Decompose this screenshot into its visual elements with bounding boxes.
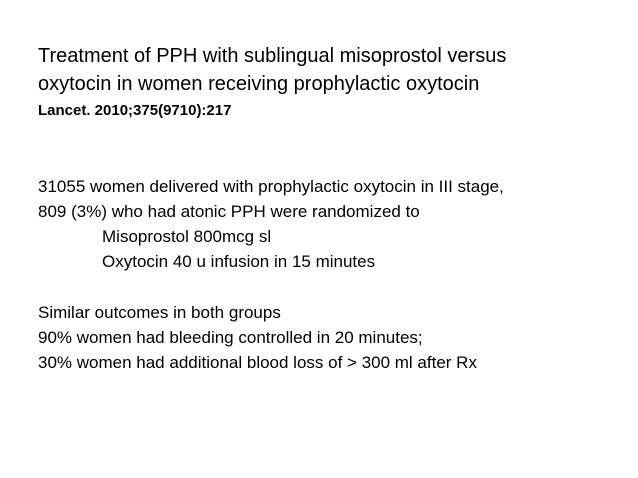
intro-line-2: 809 (3%) who had atonic PPH were randomized to [38,202,420,221]
intro-line-1: 31055 women delivered with prophylactic oxytocin in III stage, [38,177,504,196]
result-line-3: 30% women had additional blood loss of > 300 ml after Rx [38,353,477,372]
result-line-1: Similar outcomes in both groups [38,303,281,322]
slide-body [38,174,633,375]
spacer [38,274,633,300]
arm-misoprostol: Misoprostol 800mcg sl [102,227,272,246]
citation: Lancet. 2010;375(9710):217 [38,102,232,119]
title-line-1: Treatment of PPH with sublingual misoprostol versus [38,45,507,67]
title-line-2: oxytocin in women receiving prophylactic oxytocin [38,73,480,95]
result-line-2: 90% women had bleeding controlled in 20 minutes; [38,328,423,347]
arm-oxytocin: Oxytocin 40 u infusion in 15 minutes [102,252,376,271]
slide-title [38,42,628,122]
